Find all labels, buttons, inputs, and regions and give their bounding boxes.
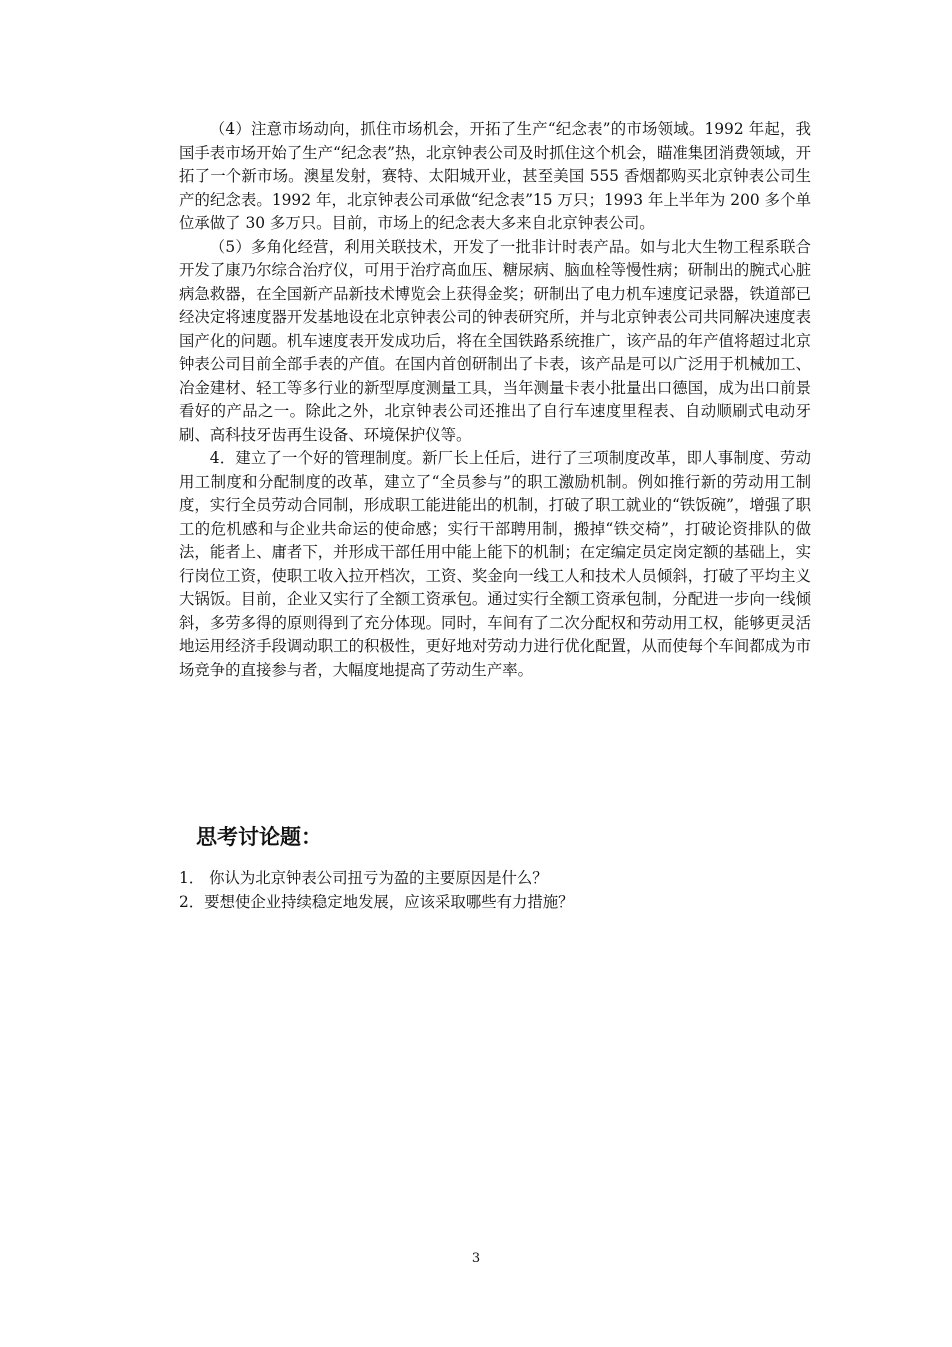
discussion-heading: 思考讨论题： [196,825,322,849]
paragraph-diversification: （5）多角化经营，利用关联技术，开发了一批非计时表产品。如与北大生物工程系联合开发了康乃尔综合治疗仪，可用于治疗高血压、糖尿病、脑血栓等慢性病；研制出的腕式心脏病急救器，在全国新产品新技术博览会上获得金奖；研制出了电力机车速度记录器，铁道部已经决定将速度器开发基地设在北京钟表公司的钟表研究所，并与北京钟表公司共同解决速度表国产化的问题。机车速度表开发成功后，将在全国铁路系统推广，该产品的年产值将超过北京钟表公司目前全部手表的产值。在国内首创研制出了卡表，该产品是可以广泛用于机械加工、冶金建材、轻工等多行业的新型厚度测量工具，当年测量卡表小批量出口德国，成为出口前景看好的产品之一。除此之外，北京钟表公司还推出了自行车速度里程表、自动顺刷式电动牙刷、高科技牙齿再生设备、环境保护仪等。 [179,237,811,444]
page-number: 3 [471,1251,481,1266]
paragraph-commemorative-watch: （4）注意市场动向，抓住市场机会，开拓了生产“纪念表”的市场领域。1992 年起，我国手表市场开始了生产“纪念表”热，北京钟表公司及时抓住这个机会，瞄准集团消费领域，开拓了一个新市场。澳星发射，赛特、太阳城开业，甚至美国 555 香烟都购买北京钟表公司生产的纪念表。1992 年，北京钟表公司承做“纪念表”15 万只；1993 年上半年为 200 多个单位承做了 30 多万只。目前，市场上的纪念表大多来自北京钟表公司。 [179,120,811,232]
discussion-question-list [179,867,811,914]
discussion-question: 2．要想使企业持续稳定地发展，应该采取哪些有力措施？ [179,892,574,911]
paragraph-management-system: 4．建立了一个好的管理制度。新厂长上任后，进行了三项制度改革，即人事制度、劳动用工制度和分配制度的改革，建立了“全员参与”的职工激励机制。例如推行新的劳动用工制度，实行全员劳动合同制，形成职工能进能出的机制，打破了职工就业的“铁饭碗”，增强了职工的危机感和与企业共命运的使命感；实行干部聘用制，搬掉“铁交椅”，打破论资排队的做法，能者上、庸者下，并形成干部任用中能上能下的机制；在定编定员定岗定额的基础上，实行岗位工资，使职工收入拉开档次，工资、奖金向一线工人和技术人员倾斜，打破了平均主义大锅饭。目前，企业又实行了全额工资承包。通过实行全额工资承包制，分配进一步向一线倾斜，多劳多得的原则得到了充分体现。同时，车间有了二次分配权和劳动用工权，能够更灵活地运用经济手段调动职工的积极性，更好地对劳动力进行优化配置，从而使每个车间都成为市场竞争的直接参与者，大幅度地提高了劳动生产率。 [179,449,811,679]
body-text [179,118,811,682]
discussion-question: 1． 你认为北京钟表公司扭亏为盈的主要原因是什么？ [179,869,548,887]
